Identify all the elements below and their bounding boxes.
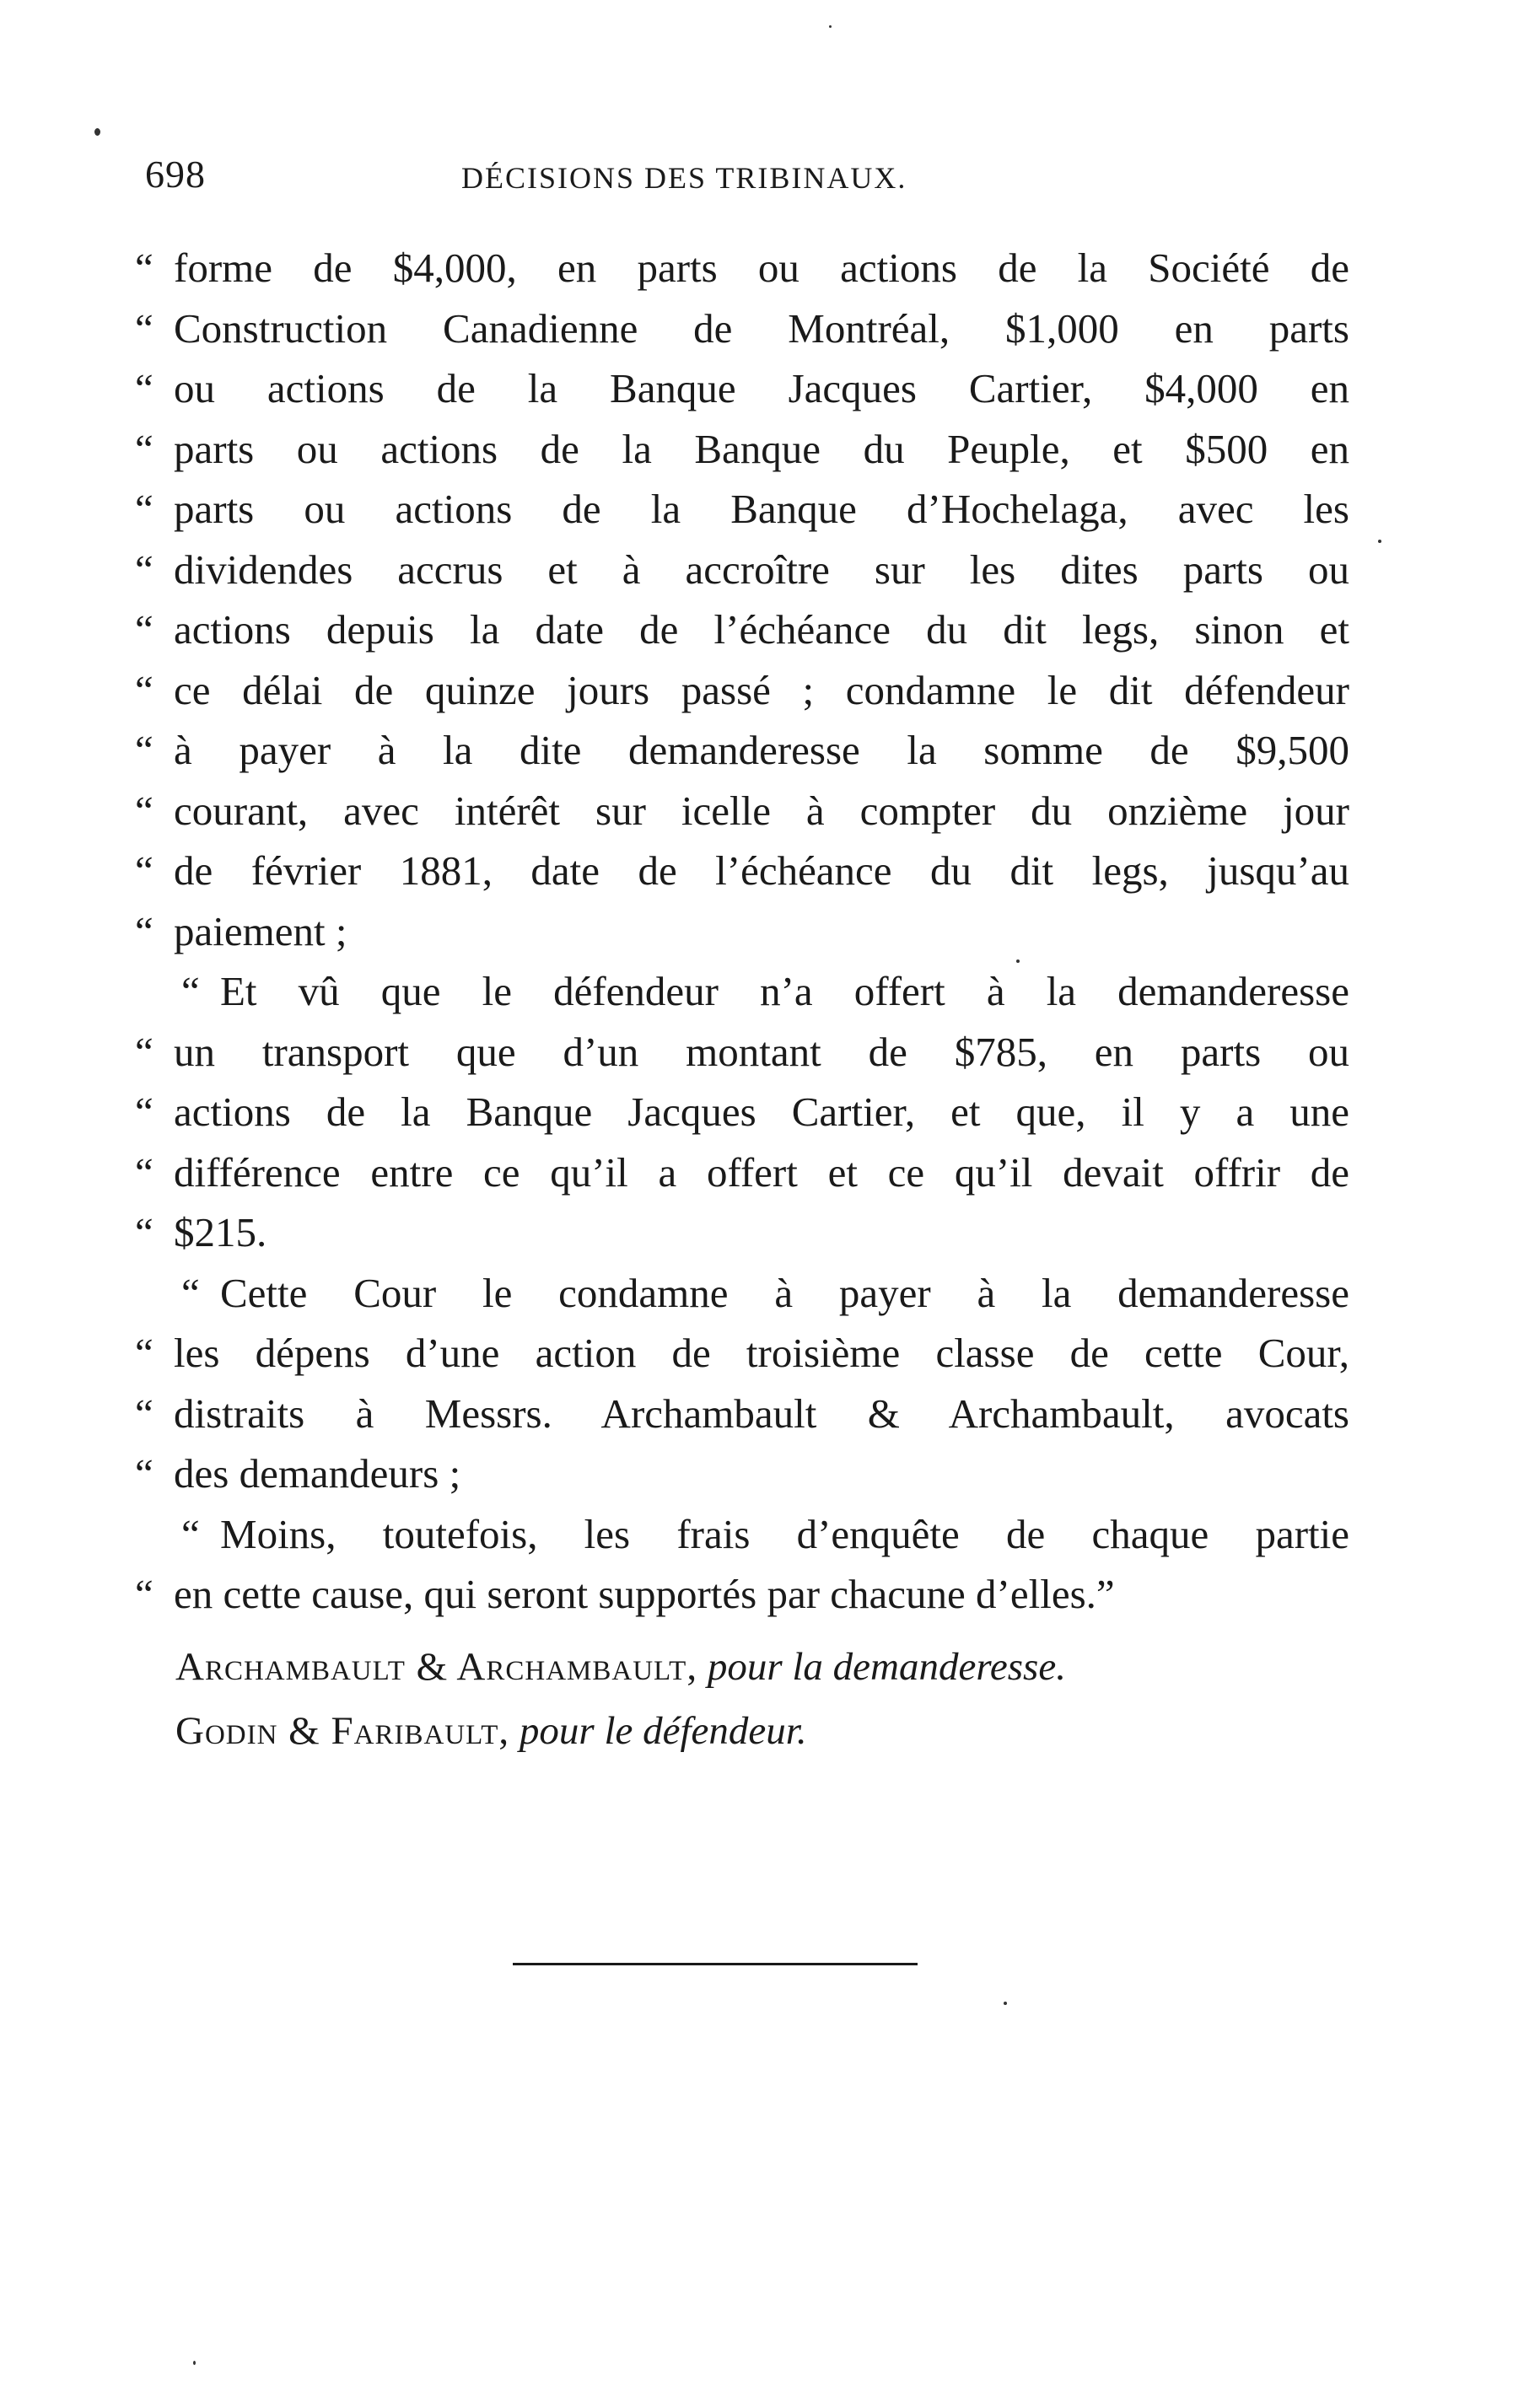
text-line — [135, 540, 1349, 600]
signature-defendant — [175, 1708, 1306, 1754]
quote-mark: “ — [135, 1209, 153, 1255]
line-text: actions depuis la date de l’échéance du dit legs, sinon et — [174, 606, 1349, 653]
text-line — [135, 1022, 1349, 1083]
signature-plaintiff-role: pour la demanderesse. — [707, 1645, 1066, 1689]
quote-mark: “ — [135, 1571, 153, 1617]
end-rule — [513, 1963, 918, 1965]
text-line — [135, 1504, 1349, 1565]
scan-speck — [94, 128, 100, 136]
quote-mark: “ — [135, 1450, 153, 1497]
quote-mark: “ — [135, 304, 153, 352]
quote-mark: “ — [181, 1269, 200, 1316]
quote-mark: “ — [135, 727, 153, 773]
line-text: à payer à la dite demanderesse la somme de $9,500 — [174, 727, 1349, 773]
text-line — [135, 1384, 1349, 1444]
quote-mark: “ — [135, 787, 153, 834]
quote-mark: “ — [135, 1028, 153, 1075]
quote-mark: “ — [135, 847, 153, 894]
line-text: dividendes accrus et à accroître sur les dites parts ou — [174, 546, 1349, 593]
running-title: DÉCISIONS DES TRIBINAUX. — [461, 161, 907, 195]
signature-plaintiff-name: Archambault & Archambault, — [175, 1645, 698, 1689]
line-text: ce délai de quinze jours passé ; condamne le dit défendeur — [174, 666, 1349, 713]
text-line — [135, 1263, 1349, 1324]
line-text: ou actions de la Banque Jacques Cartier, $4,000 en — [174, 365, 1349, 411]
text-line — [135, 720, 1349, 781]
text-line — [135, 1323, 1349, 1384]
scan-speck — [1004, 2002, 1007, 2005]
line-text: un transport que d’un montant de $785, en parts ou — [174, 1028, 1349, 1075]
text-line — [135, 1202, 1349, 1263]
quote-mark: “ — [135, 666, 153, 713]
quote-mark: “ — [181, 968, 200, 1014]
line-text: Et vû que le défendeur n’a offert à la demanderesse — [220, 968, 1349, 1014]
quote-mark: “ — [181, 1510, 200, 1557]
text-line — [135, 1564, 1349, 1625]
line-text: parts ou actions de la Banque du Peuple, et $500 en — [174, 425, 1349, 472]
line-text: en cette cause, qui seront supportés par chacune d’elles.” — [174, 1571, 1115, 1617]
quote-mark: “ — [135, 907, 153, 954]
quote-mark: “ — [135, 245, 153, 291]
text-line — [135, 599, 1349, 660]
line-text: les dépens d’une action de troisième classe de cette Cour, — [174, 1330, 1349, 1376]
line-text: parts ou actions de la Banque d’Hochelaga, avec les — [174, 486, 1349, 532]
line-text: paiement ; — [174, 907, 347, 954]
quote-mark: “ — [135, 486, 153, 532]
scan-speck — [1378, 540, 1381, 543]
text-line — [135, 841, 1349, 901]
judgment-text — [135, 238, 1349, 1625]
text-line — [135, 1142, 1349, 1203]
text-line — [135, 479, 1349, 540]
text-line — [135, 1443, 1349, 1504]
signature-plaintiff — [175, 1644, 1306, 1690]
quote-mark: “ — [135, 1330, 153, 1376]
line-text: actions de la Banque Jacques Cartier, et que, il y a une — [174, 1088, 1349, 1135]
page-number: 698 — [145, 153, 206, 196]
line-text: de février 1881, date de l’échéance du dit legs, jusqu’au — [174, 847, 1349, 894]
text-line — [135, 238, 1349, 298]
text-line — [135, 358, 1349, 419]
quote-mark: “ — [135, 1148, 153, 1196]
text-line — [135, 419, 1349, 480]
scan-speck — [1016, 959, 1020, 963]
line-text: différence entre ce qu’il a offert et ce qu’il devait offrir de — [174, 1148, 1349, 1196]
line-text: Cette Cour le condamne à payer à la demanderesse — [220, 1269, 1349, 1316]
quote-mark: “ — [135, 546, 153, 593]
quote-mark: “ — [135, 365, 153, 411]
text-line — [135, 660, 1349, 721]
signature-defendant-name: Godin & Faribault, — [175, 1709, 510, 1753]
line-text: des demandeurs ; — [174, 1450, 461, 1497]
quote-mark: “ — [135, 606, 153, 653]
signature-defendant-role: pour le défendeur. — [519, 1709, 807, 1753]
text-line — [135, 781, 1349, 841]
page-header — [145, 152, 1039, 211]
line-text: $215. — [174, 1209, 267, 1255]
quote-mark: “ — [135, 425, 153, 472]
line-text: forme de $4,000, en parts ou actions de la Société de — [174, 245, 1349, 291]
line-text: distraits à Messrs. Archambault & Archambault, avocats — [174, 1389, 1349, 1437]
line-text: Construction Canadienne de Montréal, $1,000 en parts — [174, 304, 1349, 352]
text-line — [135, 961, 1349, 1022]
quote-mark: “ — [135, 1088, 153, 1135]
text-line — [135, 1082, 1349, 1142]
scan-speck — [829, 25, 832, 28]
text-line — [135, 901, 1349, 962]
line-text: Moins, toutefois, les frais d’enquête de chaque partie — [220, 1510, 1349, 1557]
scan-speck — [193, 2361, 196, 2365]
quote-mark: “ — [135, 1389, 153, 1437]
line-text: courant, avec intérêt sur icelle à compter du onzième jour — [174, 787, 1349, 834]
text-line — [135, 298, 1349, 359]
